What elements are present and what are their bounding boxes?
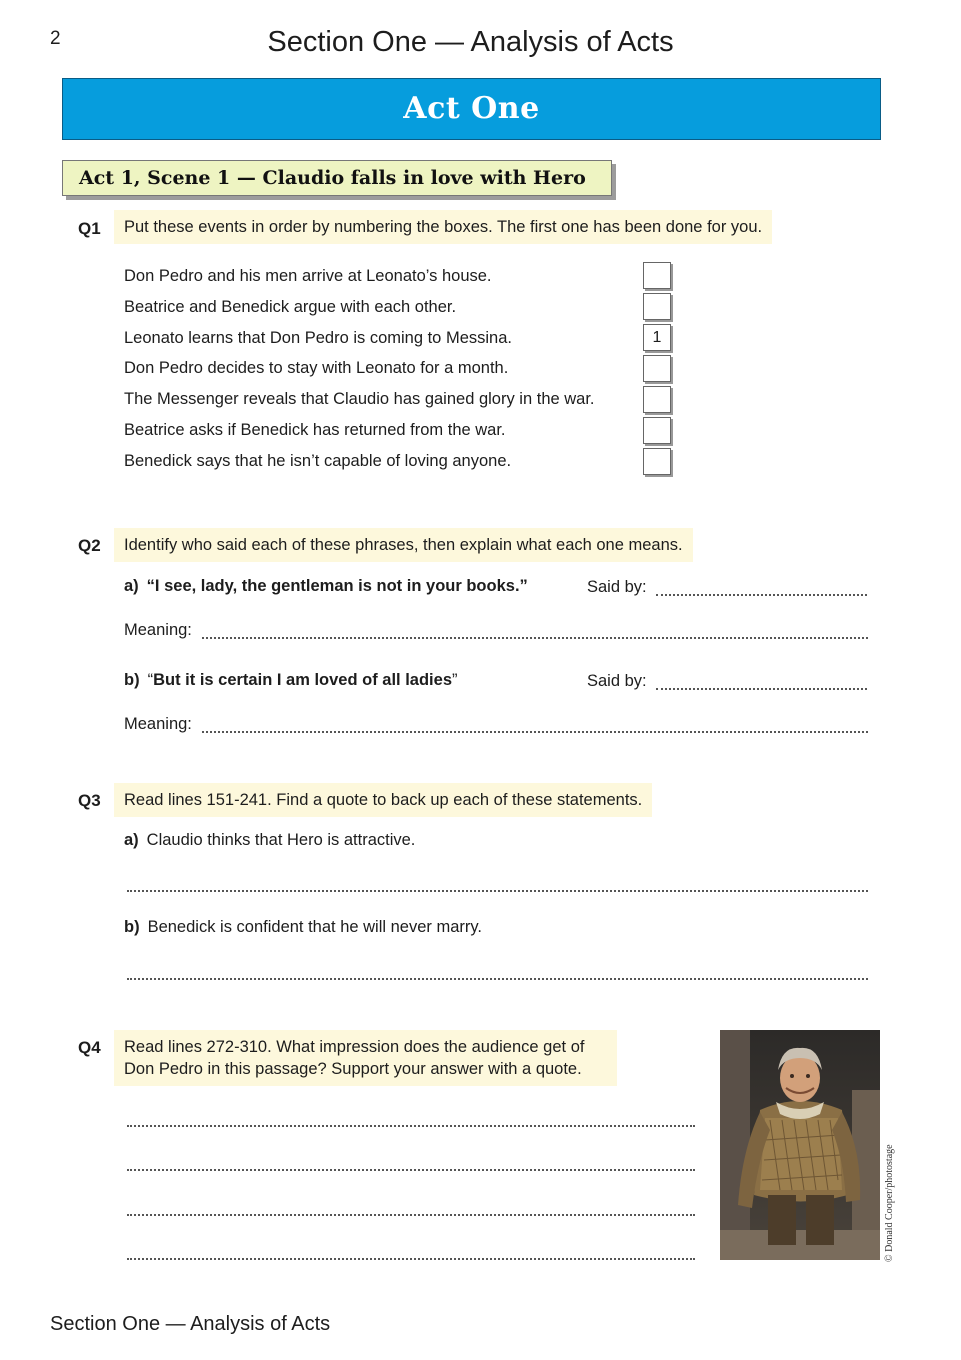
q3-label: Q3 (78, 791, 101, 810)
q1-event-6: Beatrice asks if Benedick has returned from the war. (124, 421, 506, 439)
q1-order-box-5[interactable] (643, 386, 671, 413)
q2b-said-by-answer-line[interactable] (656, 688, 867, 690)
q1-order-box-1[interactable] (643, 262, 671, 289)
don-pedro-photo (720, 1030, 880, 1260)
q3a-text: Claudio thinks that Hero is attractive. (146, 831, 416, 849)
q3b-answer-line[interactable] (127, 978, 868, 980)
q2b-quote: But it is certain I am loved of all ladies (153, 671, 452, 689)
q1-event-7: Benedick says that he isn’t capable of loving anyone. (124, 452, 512, 470)
q3b-prompt (124, 918, 482, 937)
q2a-letter: a) (124, 577, 139, 595)
q3a-answer-line[interactable] (127, 890, 868, 892)
q2b-meaning-answer-line[interactable] (202, 731, 868, 733)
q1-order-box-7[interactable] (643, 448, 671, 475)
q4-instruction-line-1: Read lines 272-310. What impression does the audience get of (124, 1038, 585, 1056)
q4-label: Q4 (78, 1038, 101, 1057)
q1-event-4: Don Pedro decides to stay with Leonato for a month. (124, 359, 509, 377)
q1-event-2: Beatrice and Benedick argue with each other. (124, 298, 457, 316)
q2b-close-quote: ” (452, 671, 458, 689)
q2b-said-by-label: Said by: (587, 672, 647, 690)
q1-order-box-6[interactable] (643, 417, 671, 444)
don-pedro-photo-illustration (720, 1030, 880, 1260)
q4-answer-line-4[interactable] (127, 1258, 695, 1260)
act-banner (62, 78, 881, 140)
q3-instruction: Read lines 151-241. Find a quote to back up each of these statements. (114, 783, 652, 817)
q2a-meaning-label: Meaning: (124, 621, 192, 639)
q4-answer-line-3[interactable] (127, 1214, 695, 1216)
q1-order-box-3[interactable]: 1 (643, 324, 671, 351)
q3a-prompt (124, 831, 415, 850)
footer-section-title: Section One — Analysis of Acts (50, 1313, 331, 1335)
scene-title: Act 1, Scene 1 — Claudio falls in love with Hero (79, 167, 586, 189)
page-number: 2 (50, 28, 61, 49)
q2b-meaning-label: Meaning: (124, 715, 192, 733)
q2a-meaning-answer-line[interactable] (202, 637, 868, 639)
q1-event-3: Leonato learns that Don Pedro is coming to Messina. (124, 329, 512, 347)
q4-answer-line-2[interactable] (127, 1169, 695, 1171)
q1-label: Q1 (78, 219, 101, 238)
q2b-open-quote: “ (147, 671, 154, 689)
q3a-letter: a) (124, 831, 139, 849)
q3b-letter: b) (124, 918, 140, 936)
section-title-text: Section One — Analysis of Acts (267, 26, 674, 58)
act-title: Act One (403, 91, 540, 126)
section-title (0, 26, 961, 59)
q1-order-box-2[interactable] (643, 293, 671, 320)
q2b-letter: b) (124, 671, 140, 689)
q4-answer-line-1[interactable] (127, 1125, 695, 1127)
q1-event-1: Don Pedro and his men arrive at Leonato’s house. (124, 267, 492, 285)
q1-order-box-4[interactable] (643, 355, 671, 382)
q2a-said-by-label: Said by: (587, 578, 647, 596)
scene-box (62, 160, 612, 196)
q2a-prompt (124, 577, 528, 596)
q2b-prompt (124, 671, 458, 690)
q4-instruction-line-2: Don Pedro in this passage? Support your answer with a quote. (124, 1060, 582, 1078)
q1-event-5: The Messenger reveals that Claudio has gained glory in the war. (124, 390, 595, 408)
q2-label: Q2 (78, 536, 101, 555)
q2a-quote: “I see, lady, the gentleman is not in your books.” (146, 577, 528, 595)
q2a-said-by-answer-line[interactable] (656, 594, 867, 596)
q4-instruction (114, 1030, 617, 1086)
q1-instruction: Put these events in order by numbering the boxes. The first one has been done for you. (114, 210, 772, 244)
photo-credit: © Donald Cooper/photostage (884, 1144, 895, 1262)
q3b-text: Benedick is confident that he will never marry. (147, 918, 483, 936)
q2-instruction: Identify who said each of these phrases, then explain what each one means. (114, 528, 693, 562)
